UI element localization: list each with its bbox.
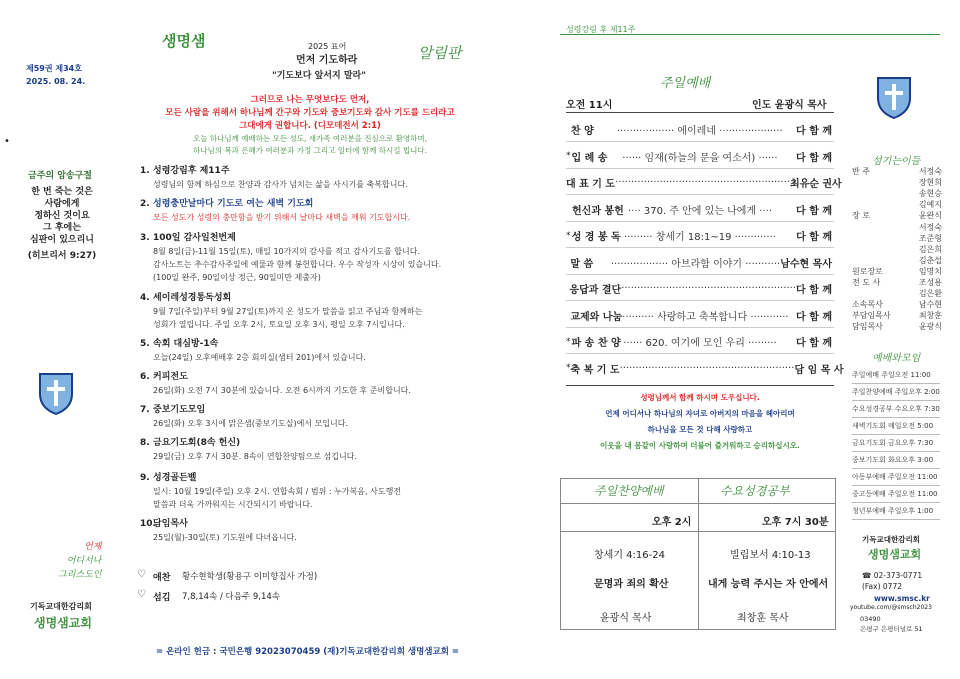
divider: [566, 300, 834, 301]
servant-row: [852, 277, 942, 288]
order-row: [566, 334, 832, 349]
servant-role: 원로장로: [852, 266, 883, 276]
week-label: 성령강림 후 제11주: [566, 25, 636, 34]
servant-role: 장 로: [852, 211, 870, 221]
intro-line: 그러므로 나는 무엇보다도 먼저,: [250, 95, 370, 105]
brand-title: 생명샘: [162, 32, 206, 50]
news-title: 세이레성경통독성회: [153, 293, 232, 303]
order-row: [566, 202, 832, 217]
servant-role: 소속목사: [852, 300, 883, 310]
servant-row: [852, 255, 942, 266]
order-content: ······ 620. 여기에 모인 우리 ·········: [623, 338, 777, 349]
servant-name: 김예지: [918, 200, 942, 210]
servant-name: 윤완식: [918, 211, 942, 221]
contact-address: 은평구 은평터널로 51: [860, 625, 923, 633]
divider: [566, 141, 834, 142]
divider: [566, 194, 834, 195]
year-theme: 2025 표어: [308, 42, 347, 51]
slogan-line: 언제: [84, 542, 102, 552]
service-duty-text: 7,8,14속 / 다음주 9,14속: [182, 592, 280, 602]
servant-row: [852, 177, 942, 188]
order-row: [566, 175, 842, 190]
servant-name: 김은희: [918, 244, 942, 254]
news-item: [153, 404, 348, 430]
closing-line: 하나님을 모든 것 다해 사랑하고: [647, 425, 753, 434]
servant-name: 윤광식: [918, 322, 942, 332]
schedule-row: 금요기도회 금요오후 7:30: [852, 435, 940, 452]
order-leader: 다 함 께: [796, 232, 833, 243]
news-number: 6.: [140, 372, 150, 382]
order-row: [566, 149, 832, 164]
servant-row: [852, 244, 942, 255]
order-star: *: [566, 230, 571, 241]
order-label: 헌신과 봉헌: [572, 205, 624, 217]
order-label: 성 경 봉 독: [571, 232, 621, 243]
order-star: *: [566, 363, 571, 373]
news-item: [153, 518, 297, 544]
wednesday-scripture: 빌립보서 4:10-13: [730, 550, 811, 561]
church-name: 생명샘교회: [34, 616, 92, 630]
news-title: 중보기도모임: [153, 405, 206, 415]
verse-reference: (히브리서 9:27): [27, 251, 97, 261]
bullet-dot: •: [4, 136, 10, 147]
slogan-line: 그리스도인: [58, 570, 102, 580]
slogan-line: 어디서나: [66, 556, 102, 566]
news-item: [153, 292, 422, 331]
servant-row: [852, 188, 942, 199]
order-label: 찬 양: [570, 126, 594, 137]
news-number: 10.: [140, 519, 156, 529]
announcements-title: 알림판: [418, 44, 462, 62]
contact-web[interactable]: www.smsc.kr: [874, 594, 930, 603]
afternoon-scripture: 창세기 4:16-24: [594, 550, 665, 561]
news-number: 4.: [140, 293, 150, 303]
schedule-row: 주일찬양예배 주일오후 2:00: [852, 384, 940, 401]
news-title: 성령강림후 제11주: [153, 166, 230, 176]
schedule-row: 수요성경공부 수요오후 7:30: [852, 401, 940, 418]
news-number: 8.: [140, 438, 150, 448]
contact-fax: (Fax) 0772: [862, 582, 902, 591]
worship-title: 주일예배: [660, 76, 711, 91]
order-content: ······ 임재(하늘의 문을 여소서) ······: [622, 152, 778, 164]
news-line: 8월 8일(금)-11월 15일(토), 매일 10가지의 감사를 적고 감사기도를 합니다.: [153, 247, 420, 256]
servant-row: [852, 310, 942, 321]
servant-name: 김은환: [918, 289, 942, 299]
servant-row: [852, 233, 942, 244]
news-number: 5.: [140, 339, 150, 349]
afternoon-sermon: 문명과 죄의 확산: [594, 579, 669, 590]
servant-row: [852, 288, 942, 299]
top-divider: [560, 34, 940, 35]
order-leader: 다 함 께: [796, 205, 832, 217]
order-content: ·······················································: [615, 177, 790, 188]
news-title: 담임목사: [153, 519, 188, 529]
order-label: 응답과 결단: [569, 285, 622, 296]
divider: [566, 221, 834, 222]
service-duty-label: 섬김: [153, 593, 171, 603]
servant-row: [852, 199, 942, 210]
heart-icon: ♡: [137, 589, 146, 600]
afternoon-preacher: 윤광식 목사: [600, 613, 652, 624]
schedule-row: 아동부예배 주일오전 11:00: [852, 469, 940, 486]
news-number: 1.: [140, 166, 150, 176]
order-leader: 최유순 권사: [789, 179, 842, 190]
box-divider: [698, 478, 699, 630]
servant-row: [852, 299, 942, 310]
servant-row: [852, 210, 942, 221]
news-title: 커피전도: [153, 372, 188, 382]
servant-name: 조준형: [918, 233, 942, 243]
schedule-row: 중고등예배 주일오전 11:00: [852, 486, 940, 503]
afternoon-time: 오후 2시: [652, 517, 692, 528]
verse-line: 정하신 것이요: [34, 211, 90, 221]
news-number: 7.: [140, 405, 150, 415]
divider: [566, 274, 834, 275]
news-number: 2.: [140, 199, 150, 209]
order-row: [566, 228, 832, 243]
servant-row: [852, 266, 942, 277]
news-line: 25일(월)-30일(토) 기도원에 다녀옵니다.: [153, 533, 297, 542]
afternoon-title: 주일찬양예배: [594, 484, 664, 498]
church-org: 기독교대한감리회: [30, 602, 92, 611]
wednesday-preacher: 최창훈 목사: [737, 613, 789, 624]
order-content: ·······················································: [621, 283, 797, 294]
verse-line: 그 후에는: [43, 223, 81, 233]
servants-title: 섬기는이들: [872, 156, 921, 167]
schedule-title: 예배와모임: [872, 353, 921, 364]
news-title: 성령충만날마다 기도로 여는 새벽 기도회: [153, 199, 314, 209]
box-header-line: [560, 503, 836, 504]
order-leader: 다 함 께: [796, 152, 832, 164]
news-number: 9.: [140, 473, 150, 483]
wednesday-sermon: 내게 능력 주시는 자 안에서: [708, 579, 829, 590]
schedule-row: 중보기도회 화요오후 3:00: [852, 452, 940, 469]
news-title: 100일 감사일천번제: [153, 233, 236, 243]
news-item: [153, 338, 366, 364]
order-label: 입 례 송: [571, 152, 608, 164]
news-item: [153, 165, 408, 191]
volume-number: 제59권 제34호: [26, 64, 82, 73]
order-content: ·················· 에이레네 ····················: [616, 126, 783, 137]
order-star: *: [566, 151, 571, 161]
order-content: ·······················································: [619, 362, 795, 374]
news-line: 26일(화) 오후 3시에 맑은샘(중보기도실)에서 모입니다.: [153, 419, 349, 428]
slogan: [58, 540, 101, 582]
closing-line: 언제 어디서나 하나님의 자녀로 아버지의 마음을 헤아리며: [605, 409, 795, 418]
verse-line: 사람에게: [44, 199, 80, 209]
wednesday-time: 오후 7시 30분: [762, 517, 829, 528]
divider: [566, 353, 834, 354]
news-item: [153, 437, 357, 463]
divider: [566, 385, 834, 386]
news-line: 26일(화) 오전 7시 30분에 있습니다. 오전 6시까지 기도한 후 준비합니다.: [153, 386, 411, 395]
box-inner-line: [560, 531, 836, 532]
order-star: *: [566, 336, 571, 347]
servant-role: 담임목사: [852, 322, 883, 332]
order-content: ·················· 아브라함 이야기 ···········: [610, 258, 781, 270]
worship-time: 오전 11시: [566, 100, 613, 111]
servant-name: 서정숙: [918, 222, 942, 232]
theme-subtitle: "기도보다 앞서지 말라": [272, 71, 366, 81]
order-leader: 남수현 목사: [780, 258, 832, 270]
order-row: [566, 122, 832, 137]
issue-date: 2025. 08. 24.: [26, 77, 86, 86]
news-line: 모든 성도가 성령의 충만함을 받기 위해서 날마다 새벽을 깨워 기도합시다.: [153, 213, 411, 222]
order-leader: 담 임 목 사: [794, 364, 844, 376]
welcome-text: [130, 133, 490, 157]
church-logo-icon: [876, 74, 912, 120]
servant-name: 조성용: [918, 278, 942, 287]
news-line: 일시: 10월 19일(주일) 오후 2시. 연합속회 / 범위 : 누가복음, 사도행전: [153, 487, 402, 496]
news-item: [153, 232, 441, 284]
servant-role: 전 도 사: [852, 278, 881, 287]
schedule-row: 새벽기도회 매일오전 5:00: [852, 418, 940, 435]
servant-name: 장현희: [918, 178, 942, 188]
welcome-line: 하나님의 복과 은혜가 여러분과 가정 그리고 일터에 함께 하시길 빕니다.: [193, 146, 427, 155]
order-row: [566, 255, 832, 270]
servant-name: 서정숙: [918, 167, 942, 176]
verse-line: 심판이 있으리니: [30, 235, 94, 245]
divider: [566, 112, 834, 113]
order-leader: 다 함 께: [796, 338, 832, 349]
verse-title: 금주의 암송구절: [28, 171, 92, 181]
servant-role: 반 주: [852, 167, 870, 176]
order-leader: 다 함 께: [796, 126, 832, 137]
news-item: [153, 472, 401, 511]
order-content: ········· 창세기 18:1~19 ·············: [623, 232, 776, 243]
intro-text: [130, 94, 490, 133]
divider: [566, 168, 834, 169]
church-logo-icon: [38, 370, 74, 416]
news-line: 성회가 열립니다. 주일 오후 2시, 토요일 오후 3시, 평일 오후 7시입니다.: [153, 320, 405, 329]
welcome-line: 오늘 하나님께 예배하는 모든 성도, 새가족 여러분을 진심으로 환영하며,: [193, 134, 427, 143]
news-item: [153, 371, 411, 397]
intro-line: 그대에게 권합니다. (디모데전서 2:1): [239, 121, 381, 131]
servant-row: [852, 321, 942, 332]
intro-line: 모든 사람을 위해서 하나님께 간구와 기도와 중보기도와 감사 기도를 드리라고: [165, 108, 455, 118]
news-line: 9월 7일(주일)부터 9월 27일(토)까지 온 성도가 말씀을 읽고 주님과 함께하는: [153, 307, 423, 316]
contact-zip: 03490: [860, 615, 881, 623]
closing-line: 성령님께서 함께 하시며 도우십니다.: [640, 393, 760, 402]
order-label: 대 표 기 도: [566, 179, 616, 190]
wednesday-title: 수요성경공부: [720, 484, 790, 498]
schedule-row: 주일예배 주일오전 11:00: [852, 367, 940, 384]
servant-name: 최창훈: [918, 311, 942, 321]
order-label: 파 송 찬 양: [571, 338, 621, 349]
contact-phone: ☎ 02-373-0771: [862, 571, 923, 580]
order-label: 말 씀: [570, 258, 594, 270]
news-number: 3.: [140, 233, 150, 243]
news-item: [153, 198, 410, 224]
schedule-row: 청년부예배 주일오후 1:00: [852, 503, 940, 520]
order-row: [566, 308, 832, 323]
order-content: ···· 370. 주 안에 있는 나에게 ····: [627, 205, 773, 217]
news-title: 속회 대심방-1속: [153, 339, 219, 349]
news-line: (100일 완주, 90일이상 정근, 90일미만 제출자): [153, 273, 321, 282]
divider: [566, 327, 834, 328]
theme-title: 먼저 기도하라: [296, 55, 358, 66]
servant-row: [852, 166, 942, 177]
servant-name: 김춘섭: [918, 255, 942, 265]
closing-message: [566, 390, 834, 454]
servant-name: 송현승: [918, 189, 942, 199]
bank-info: = 온라인 헌금 : 국민은행 92023070459 (재)기독교대한감리회 생명샘교회 =: [156, 647, 459, 657]
news-title: 금요기도회(8속 헌신): [153, 438, 241, 448]
condolence-text: 황수현학생(황용구 이미향집사 가정): [182, 572, 318, 582]
divider: [566, 247, 834, 248]
order-row: [566, 281, 832, 296]
news-line: 말씀과 더욱 가까워지는 시간되시기 바랍니다.: [153, 500, 313, 509]
verse-block: [18, 186, 106, 262]
contact-org: 기독교대한감리회: [862, 535, 920, 544]
news-title: 성경골든벨: [153, 473, 197, 483]
condolence-label: 애찬: [153, 573, 171, 583]
news-line: 오늘(24일) 오후예배후 2층 회의실(샘터 201)에서 있습니다.: [153, 353, 366, 362]
servant-role: 부담임목사: [852, 311, 891, 321]
news-line: 성령님의 함께 하심으로 찬양과 감사가 넘치는 삶을 사시기를 축복합니다.: [153, 180, 408, 189]
order-content: ·········· 사랑하고 축복합니다 ············: [622, 311, 789, 323]
order-label: 교제와 나눔: [570, 311, 623, 323]
heart-icon: ♡: [137, 569, 146, 580]
news-line: 29일(금) 오후 7시 30분. 8속이 연합찬양팀으로 섬깁니다.: [153, 452, 357, 461]
order-label: 축 복 기 도: [570, 364, 620, 376]
news-line: 감사노트는 추수감사주일에 예물과 함께 봉헌합니다. 우수 작성자 시상이 있습니다.: [153, 260, 442, 269]
verse-line: 한 번 죽는 것은: [31, 187, 93, 197]
worship-leader: 인도 윤광식 목사: [752, 100, 827, 111]
contact-name: 생명샘교회: [868, 548, 922, 561]
contact-youtube[interactable]: youtube.com/@smsch2023: [850, 604, 932, 611]
servant-row: [852, 222, 942, 233]
order-leader: 다 함 께: [796, 285, 832, 296]
order-leader: 다 함 께: [796, 311, 832, 323]
servant-name: 임명치: [918, 266, 942, 276]
closing-line: 이웃을 내 몸같이 사랑하며 더불어 즐거워하고 승리하십시오.: [600, 441, 800, 450]
order-row: [566, 361, 844, 376]
servant-name: 남수현: [918, 300, 942, 310]
